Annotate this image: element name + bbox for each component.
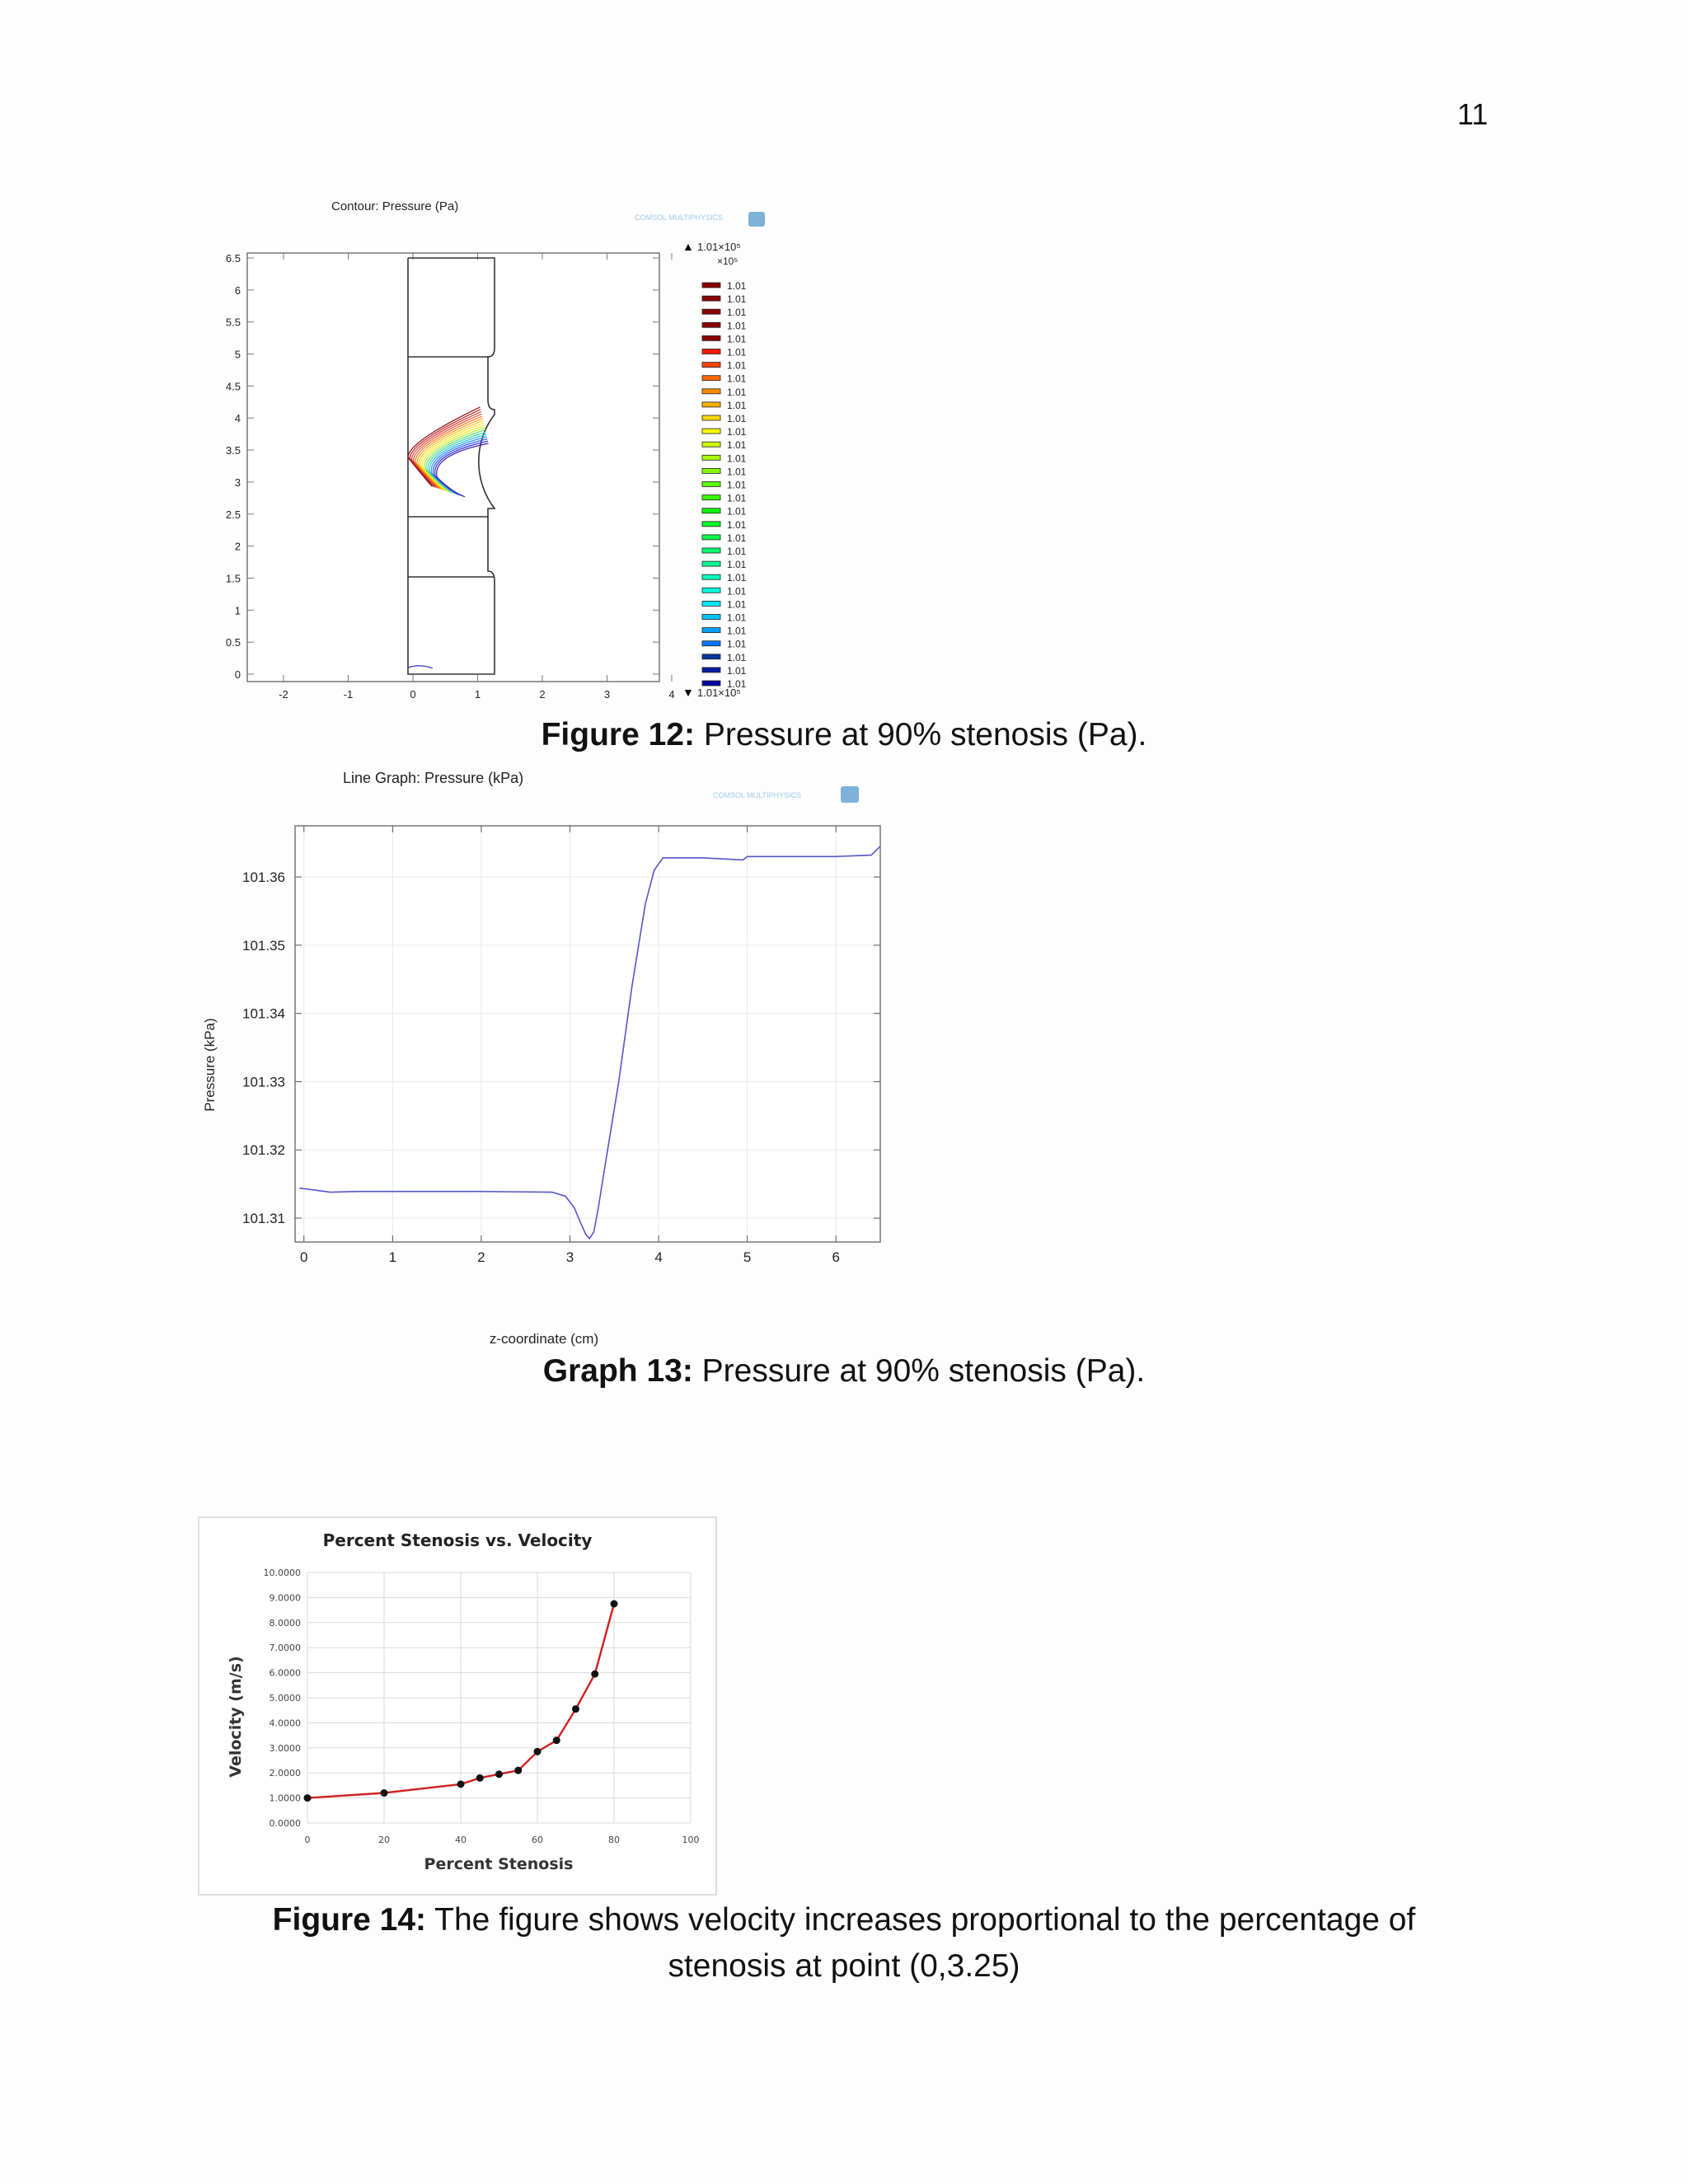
velocity-chart-y-label: Velocity (m/s): [227, 1656, 245, 1778]
line-graph-x-tick-label: 4: [654, 1249, 663, 1265]
colorbar-swatch: [702, 495, 720, 500]
comsol-logo-icon-2: [841, 786, 859, 803]
figure-14-caption: [132, 1897, 1556, 1990]
colorbar-swatch: [702, 628, 720, 633]
velocity-data-point: [495, 1770, 503, 1778]
colorbar-swatch: [702, 681, 720, 686]
colorbar-label: 1.01: [727, 678, 747, 690]
comsol-watermark-2: COMSOL MULTIPHYSICS: [713, 791, 802, 799]
colorbar-swatch: [702, 574, 720, 579]
colorbar-label: 1.01: [727, 638, 747, 650]
contour-x-tick-label: 3: [603, 688, 611, 701]
colorbar-swatch: [702, 389, 720, 394]
velocity-y-tick-label: 5.0000: [269, 1693, 301, 1704]
colorbar-label: 1.01: [727, 466, 747, 478]
colorbar-label: 1.01: [727, 413, 747, 424]
colorbar-label: 1.01: [727, 492, 747, 504]
colorbar-label: 1.01: [727, 585, 747, 598]
colorbar-swatch: [702, 654, 720, 659]
velocity-data-point: [304, 1794, 312, 1802]
velocity-x-tick-label: 60: [532, 1835, 543, 1845]
contour-x-tick-label: 4: [668, 688, 675, 701]
line-graph-title: Line Graph: Pressure (kPa): [343, 770, 524, 786]
colorbar-label: 1.01: [727, 386, 747, 398]
contour-y-tick-label: 2.5: [225, 508, 241, 521]
colorbar-swatch: [702, 548, 720, 553]
colorbar-swatch: [702, 349, 720, 354]
line-graph-x-tick-label: 2: [477, 1249, 485, 1265]
line-graph-y-tick-label: 101.33: [242, 1074, 285, 1090]
colorbar-label: 1.01: [727, 625, 747, 637]
contour-y-tick-label: 6: [234, 284, 241, 297]
line-graph-y-tick-label: 101.35: [242, 937, 285, 954]
colorbar-label: 1.01: [727, 359, 747, 372]
colorbar-label: 1.01: [727, 598, 747, 611]
velocity-data-point: [611, 1601, 618, 1608]
figure-12-contour-plot: [198, 194, 791, 713]
velocity-y-tick-label: 10.0000: [263, 1568, 301, 1578]
contour-x-tick-label: -1: [343, 688, 354, 701]
colorbar-min-label: 1.01×10⁵: [697, 687, 741, 699]
line-graph-x-tick-label: 0: [300, 1249, 308, 1265]
graph-13-caption-text: Pressure at 90% stenosis (Pa).: [692, 1353, 1146, 1389]
colorbar-multiplier: ×10⁵: [717, 255, 738, 267]
line-graph-x-label: z-coordinate (cm): [489, 1331, 599, 1347]
figure-12-caption-text: Pressure at 90% stenosis (Pa).: [694, 717, 1147, 752]
velocity-y-tick-label: 7.0000: [269, 1643, 301, 1654]
line-graph-x-tick-label: 3: [565, 1249, 574, 1265]
figure-12-caption-label: Figure 12:: [541, 717, 695, 752]
velocity-data-point: [476, 1774, 484, 1782]
velocity-data-point: [457, 1780, 465, 1788]
colorbar-swatch: [702, 588, 720, 593]
pressure-colorbar: [702, 280, 747, 690]
velocity-y-tick-label: 3.0000: [269, 1742, 301, 1754]
contour-x-tick-label: -2: [279, 688, 288, 701]
figure-14-caption-label: Figure 14:: [272, 1902, 427, 1938]
colorbar-swatch: [702, 468, 720, 473]
contour-y-tick-label: 2: [234, 540, 241, 553]
contour-x-tick-label: 0: [410, 688, 416, 701]
line-graph-y-tick-label: 101.32: [242, 1142, 285, 1159]
line-graph-x-tick-label: 6: [832, 1249, 840, 1265]
colorbar-swatch: [702, 482, 720, 487]
colorbar-label: 1.01: [727, 346, 747, 359]
figure-14-caption-line1: The figure shows velocity increases proportional to the percentage of: [426, 1902, 1416, 1938]
velocity-data-point: [591, 1671, 598, 1678]
colorbar-label: 1.01: [727, 452, 747, 465]
contour-y-tick-label: 5.5: [225, 316, 241, 329]
velocity-y-tick-label: 9.0000: [269, 1592, 301, 1604]
colorbar-swatch: [702, 535, 720, 540]
colorbar-swatch: [702, 455, 720, 460]
colorbar-swatch: [702, 615, 720, 620]
contour-y-tick-label: 1: [234, 604, 241, 617]
colorbar-swatch: [702, 283, 720, 288]
velocity-x-tick-label: 20: [378, 1835, 390, 1845]
velocity-data-point: [381, 1789, 388, 1797]
contour-y-tick-label: 0.5: [225, 636, 241, 649]
comsol-watermark: COMSOL MULTIPHYSICS: [635, 213, 724, 222]
colorbar-swatch: [702, 309, 720, 314]
colorbar-label: 1.01: [727, 320, 747, 332]
colorbar-min-marker-icon: ▼: [682, 686, 694, 699]
contour-x-tick-label: 1: [474, 688, 481, 701]
velocity-y-tick-label: 6.0000: [269, 1667, 301, 1679]
contour-plot-frame: [247, 253, 659, 682]
colorbar-label: 1.01: [727, 399, 747, 411]
velocity-data-point: [514, 1767, 522, 1774]
colorbar-label: 1.01: [727, 373, 747, 385]
line-graph-y-tick-label: 101.36: [242, 869, 285, 886]
colorbar-swatch: [702, 429, 720, 434]
colorbar-label: 1.01: [727, 518, 747, 531]
colorbar-label: 1.01: [727, 505, 747, 518]
figure-14-velocity-chart: [198, 1516, 717, 1896]
line-graph-y-label: Pressure (kPa): [202, 1018, 218, 1112]
contour-y-tick-label: 6.5: [225, 252, 241, 265]
velocity-chart-x-label: Percent Stenosis: [424, 1855, 574, 1873]
contour-y-tick-label: 1.5: [225, 572, 241, 585]
velocity-x-tick-label: 100: [682, 1835, 700, 1845]
colorbar-swatch: [702, 296, 720, 301]
colorbar-label: 1.01: [727, 426, 747, 438]
line-graph-x-tick-label: 1: [388, 1249, 397, 1265]
velocity-x-tick-label: 0: [304, 1835, 311, 1845]
colorbar-swatch: [702, 376, 720, 381]
colorbar-label: 1.01: [727, 439, 747, 452]
contour-x-tick-label: 2: [539, 688, 546, 701]
colorbar-max-marker-icon: ▲: [682, 240, 694, 253]
contour-y-tick-label: 3.5: [225, 444, 241, 457]
contour-y-tick-label: 4.5: [225, 380, 241, 393]
colorbar-label: 1.01: [727, 293, 747, 306]
colorbar-label: 1.01: [727, 307, 747, 319]
colorbar-label: 1.01: [727, 479, 747, 491]
velocity-x-tick-label: 80: [608, 1835, 620, 1845]
line-graph-y-tick-label: 101.31: [242, 1211, 285, 1227]
colorbar-label: 1.01: [727, 546, 747, 557]
colorbar-swatch: [702, 363, 720, 368]
colorbar-label: 1.01: [727, 664, 747, 677]
colorbar-swatch: [702, 522, 720, 527]
velocity-data-point: [553, 1736, 560, 1744]
colorbar-swatch: [702, 442, 720, 447]
colorbar-swatch: [702, 415, 720, 420]
colorbar-swatch: [702, 335, 720, 340]
colorbar-label: 1.01: [727, 559, 747, 571]
velocity-x-tick-label: 40: [455, 1835, 467, 1845]
velocity-y-tick-label: 1.0000: [269, 1793, 301, 1804]
colorbar-label: 1.01: [727, 532, 747, 544]
line-graph-frame: [295, 826, 880, 1242]
velocity-y-tick-label: 4.0000: [269, 1718, 301, 1729]
colorbar-swatch: [702, 668, 720, 673]
velocity-data-point: [572, 1705, 579, 1713]
comsol-logo-icon: [748, 212, 765, 227]
graph-13-caption: [132, 1348, 1556, 1394]
colorbar-label: 1.01: [727, 651, 747, 663]
colorbar-swatch: [702, 561, 720, 566]
colorbar-swatch: [702, 641, 720, 646]
figure-14-caption-line2: stenosis at point (0,3.25): [668, 1948, 1020, 1984]
colorbar-max-label: 1.01×10⁵: [697, 241, 741, 253]
colorbar-label: 1.01: [727, 572, 747, 584]
colorbar-label: 1.01: [727, 333, 747, 345]
contour-y-tick-label: 3: [234, 476, 241, 489]
page-number: 11: [1457, 97, 1489, 131]
velocity-y-tick-label: 0.0000: [269, 1818, 301, 1829]
line-graph-x-tick-label: 5: [743, 1249, 752, 1265]
figure-12-caption: [132, 712, 1556, 758]
velocity-chart-title: Percent Stenosis vs. Velocity: [322, 1530, 593, 1550]
contour-y-tick-label: 5: [234, 348, 241, 361]
colorbar-label: 1.01: [727, 612, 747, 624]
velocity-y-tick-label: 2.0000: [269, 1768, 301, 1779]
graph-13-caption-label: Graph 13:: [542, 1353, 693, 1389]
colorbar-swatch: [702, 402, 720, 407]
velocity-y-tick-label: 8.0000: [269, 1617, 301, 1629]
contour-y-tick-label: 0: [234, 668, 241, 681]
colorbar-label: 1.01: [727, 280, 747, 292]
colorbar-swatch: [702, 509, 720, 513]
line-graph-y-tick-label: 101.34: [242, 1005, 285, 1022]
colorbar-swatch: [702, 322, 720, 327]
graph-13-pressure-line-graph: [198, 760, 890, 1353]
contour-title: Contour: Pressure (Pa): [331, 199, 459, 213]
colorbar-swatch: [702, 601, 720, 606]
velocity-data-point: [534, 1748, 542, 1755]
contour-y-tick-label: 4: [234, 412, 241, 425]
